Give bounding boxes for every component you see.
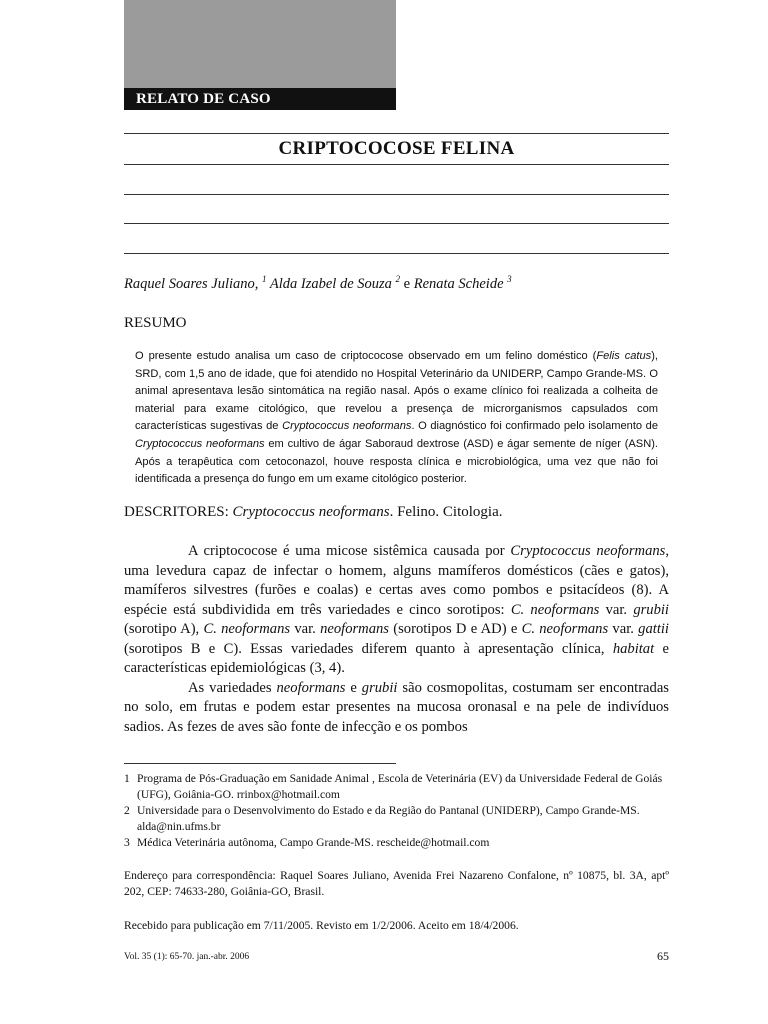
body-p1-run: C. neoformans — [203, 621, 291, 637]
footnote-text: Programa de Pós-Graduação em Sanidade Animal , Escola de Veterinária (EV) da Universidade Federal de Goiás (UFG), Goiânia-GO. rrinbox@hotmail.com — [137, 772, 663, 801]
authors-and: e — [403, 275, 411, 292]
author-3: Renata Scheide — [413, 275, 504, 292]
body-p2-run: As variedades — [188, 679, 277, 696]
descriptors — [124, 504, 502, 521]
abstract-italic-2: Cryptococcus neoformans — [282, 420, 412, 433]
article-title: CRIPTOCOCOSE FELINA — [278, 138, 515, 159]
body-p1-run: var. — [608, 621, 639, 637]
abstract-text-2: ), SRD, com 1,5 ano de idade, que foi atendido no Hospital Veterinário da UNIDERP, Campo Grande-MS. O animal apresentava lesão sintomática na região nasal. Após o exame clínico foi realizada a colheita de material para exame citológico, que revelou a presença de microrganismos capsulados com características sugestivas de — [135, 350, 659, 433]
body-text — [124, 542, 669, 737]
body-p1-run: (sorotipos D e AD) e — [388, 621, 522, 637]
descriptors-rest: . Felino. Citologia. — [389, 504, 503, 520]
body-p2-run: e — [345, 679, 362, 696]
author-1-affil: 1 — [262, 274, 267, 284]
body-p1-run: habitat — [612, 640, 655, 657]
footnotes — [124, 771, 669, 851]
footnote-item — [124, 803, 669, 835]
abstract-text-3: . O diagnóstico foi confirmado pelo isolamento de — [411, 420, 659, 433]
author-2-affil: 2 — [395, 274, 401, 284]
author-2: Alda Izabel de Souza — [269, 275, 392, 292]
descriptors-label: DESCRITORES: — [124, 504, 229, 520]
body-p1-run: C. neoformans — [510, 601, 600, 618]
body-p1-run: (sorotipos B e C). Essas variedades diferem quanto à apresentação clínica, — [124, 640, 613, 657]
body-p1-run: (sorotipo A), — [124, 621, 204, 637]
footnote-rule — [124, 763, 396, 764]
body-p1-run: , uma levedura capaz de infectar o homem, alguns mamíferos domésticos (cães e gatos), mamíferos silvestres (furões e coalas) e certas aves como pombos e psitacídeos (8). A espécie está subdividida em três variedades e cinco sorotipos: — [124, 543, 669, 618]
footer-citation: Vol. 35 (1): 65-70. jan.-abr. 2006 — [124, 952, 250, 962]
descriptors-species: Cryptococcus neoformans — [232, 504, 390, 520]
received-dates: Recebido para publicação em 7/11/2005. Revisto em 1/2/2006. Aceito em 18/4/2006. — [124, 919, 519, 932]
body-p2-run: grubii — [361, 679, 398, 696]
body-p1-run: Cryptococcus neoformans — [510, 543, 666, 559]
body-p2-run: neoformans — [276, 679, 346, 696]
footnote-item — [124, 835, 669, 851]
body-paragraph-1 — [124, 542, 669, 679]
abstract-italic-1: Felis catus — [596, 350, 652, 362]
abstract — [135, 348, 658, 489]
authors-line — [124, 274, 512, 293]
rule-4 — [124, 223, 669, 224]
body-p2-run: são cosmopolitas, costumam ser encontradas no solo, em frutas e podem estar presentes na mucosa oronasal e na pele de indivíduos sadios. As fezes de aves são fonte de infecção e os pombos — [124, 679, 669, 735]
body-p1-run: e características epidemiológicas (3, 4). — [124, 640, 669, 676]
footnote-item — [124, 771, 669, 803]
body-p1-run: grubii — [633, 601, 669, 618]
correspondence: Endereço para correspondência: Raquel Soares Juliano, Avenida Frei Nazareno Confalone, nº 10875, bl. 3A, aptº 202, CEP: 74633-280, Goiânia-GO, Brasil. — [124, 869, 669, 898]
body-p1-run: var. — [599, 601, 634, 618]
footnote-number: 1 — [124, 772, 130, 785]
body-p1-run: gattii — [638, 621, 669, 637]
footnote-text: Universidade para o Desenvolvimento do Estado e da Região do Pantanal (UNIDERP), Campo Grande-MS. alda@nin.ufms.br — [137, 804, 640, 833]
rule-5 — [124, 253, 669, 254]
abstract-text-4: em cultivo de ágar Saboraud dextrose (ASD) e ágar semente de níger (ASN). Após a terapêutica com cetoconazol, houve resposta clínica e microbiológica, uma vez que não foi identificada a presença do fungo em um exame citológico posterior. — [135, 437, 658, 486]
footnote-text: Médica Veterinária autônoma, Campo Grande-MS. rescheide@hotmail.com — [137, 836, 490, 849]
rule-3 — [124, 194, 669, 195]
author-1: Raquel Soares Juliano, — [124, 275, 259, 292]
abstract-text-1: O presente estudo analisa um caso de criptococose observado em um felino doméstico ( — [135, 350, 597, 362]
section-tag: RELATO DE CASO — [124, 88, 396, 110]
title-rule-top — [124, 133, 669, 134]
abstract-italic-3: Cryptococcus neoformans — [135, 437, 265, 450]
page-number: 65 — [657, 949, 669, 963]
title-rule-bottom — [124, 164, 669, 165]
footnote-number: 2 — [124, 804, 130, 817]
body-paragraph-2 — [124, 679, 669, 738]
author-3-affil: 3 — [507, 274, 512, 284]
body-p1-run: C. neoformans — [521, 621, 609, 637]
resumo-heading: RESUMO — [124, 315, 187, 331]
footnote-number: 3 — [124, 836, 130, 849]
body-p1-run: neoformans — [320, 621, 389, 637]
body-p1-run: var. — [290, 621, 321, 637]
body-p1-run: A criptococose é uma micose sistêmica causada por — [188, 543, 511, 559]
header-gray-block — [124, 0, 396, 88]
